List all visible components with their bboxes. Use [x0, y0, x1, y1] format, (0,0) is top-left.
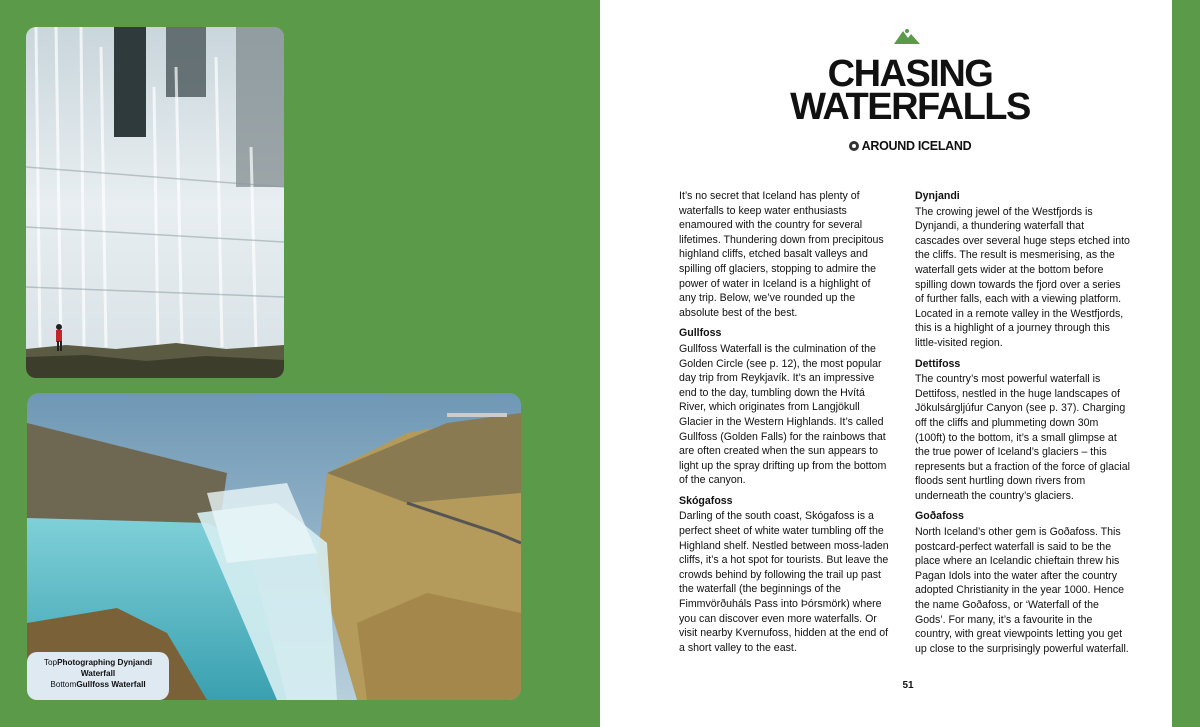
section-heading-godafoss: Goðafoss — [915, 510, 964, 523]
section-body-skogafoss: Darling of the south coast, Skógafoss is a perfect sheet of white water tumbling off the Highland shelf. Nestled between moss-laden cliffs, it’s a hot spot for tourists. But leave the crowds behind by following the trail up past the waterfall (the beginnings of the Fimmvörðuháls Pass into Þórsmörk) where you can discover even more waterfalls. Or visit nearby Kvernufoss, hidden at the end of a short valley to the east. — [679, 510, 889, 654]
page-title — [780, 53, 1040, 128]
mountain-icon — [894, 28, 920, 44]
section-body-dettifoss: The country’s most powerful waterfall is Dettifoss, nestled in the huge landscapes of Jökulsárgljúfur Canyon (see p. 37). Charging off the cliffs and plummeting down 30m (100ft) to the bottom, it’s a small glimpse at the true power of Iceland’s glaciers – this represents but a fraction of the force of glacial floods sent hurtling down rivers from underneath the country’s glaciers. — [915, 373, 1130, 502]
text-column-right — [915, 189, 1130, 662]
location-pin-icon — [849, 141, 859, 151]
caption-top-prefix: Top — [43, 658, 58, 667]
page-edge — [1172, 0, 1200, 727]
caption-bottom-text: Gullfoss Waterfall — [76, 680, 146, 689]
section-body-godafoss: North Iceland’s other gem is Goðafoss. This postcard-perfect waterfall is said to be the place where an Icelandic chieftain threw his Pagan Idols into the water after the country adopted Christianity in the year 1000. Hence the name Goðafoss, or ‘Waterfall of the Gods’. For many, it’s a favourite in the country, with great viewpoints letting you get up close to the surprisingly powerful waterfall. — [915, 526, 1129, 655]
section-body-dynjandi: The crowing jewel of the Westfjords is Dynjandi, a thundering waterfall that cascades over several huge steps etched into the cliffs. The result is mesmerising, as the waterfall gets wider at the bottom before spilling down towards the fjord over a series of further falls, each with a viewing platform. Located in a remote valley in the Westfjords, this is a highlight of a journey through this little-visited region. — [915, 205, 1130, 349]
dynjandi-photo — [26, 27, 284, 378]
page-number: 51 — [902, 680, 914, 691]
photo-caption — [27, 652, 169, 700]
text-column-left — [679, 189, 889, 661]
section-heading-skogafoss: Skógafoss — [679, 494, 733, 507]
intro-paragraph: It’s no secret that Iceland has plenty of waterfalls to keep water enthusiasts enamoured with the country for several lifetimes. Thundering down from precipitous highland cliffs, etched basalt valleys and spilling off glaciers, stopping to admire the power of water in Iceland is a highlight of any trip. Below, we’ve rounded up the absolute best of the best. — [679, 190, 884, 319]
subtitle-text: AROUND ICELAND — [861, 139, 972, 153]
title-line-2: WATERFALLS — [790, 86, 1030, 128]
caption-top-text: Photographing Dynjandi Waterfall — [57, 658, 153, 678]
section-heading-gullfoss: Gullfoss — [679, 327, 722, 340]
section-heading-dettifoss: Dettifoss — [915, 357, 961, 370]
section-body-gullfoss: Gullfoss Waterfall is the culmination of the Golden Circle (see p. 12), the most popular day trip from Reykjavík. It’s an impressive end to the day, tumbling down the Hvítá River, which originates from Langjökull Glacier in the Western Highlands. It’s called Gullfoss (Golden Falls) for the rainbows that are often created when the sun appears to light up the spray drifting up from the bottom of the canyon. — [679, 342, 887, 487]
section-heading-dynjandi: Dynjandi — [915, 190, 960, 202]
page-subtitle — [780, 139, 1040, 153]
caption-bottom-prefix: Bottom — [50, 680, 77, 689]
title-line-1: CHASING — [827, 53, 993, 95]
